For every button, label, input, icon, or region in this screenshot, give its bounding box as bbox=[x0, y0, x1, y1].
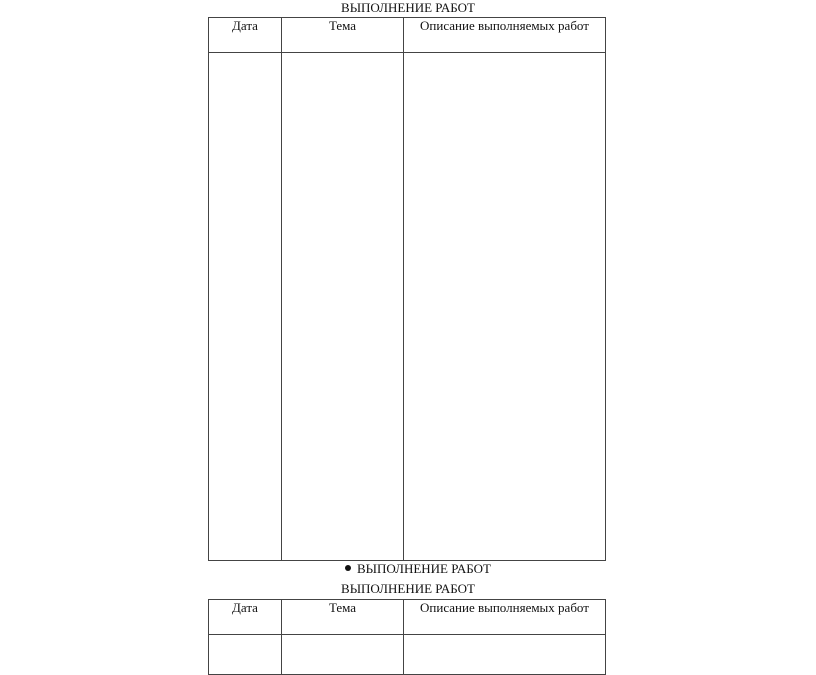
description-cell bbox=[404, 635, 606, 675]
column-header-topic: Тема bbox=[282, 600, 404, 635]
work-log-table-2 bbox=[208, 599, 606, 675]
section-2-title: ВЫПОЛНЕНИЕ РАБОТ bbox=[341, 581, 475, 596]
topic-cell bbox=[282, 635, 404, 675]
bullet-heading bbox=[343, 562, 493, 576]
column-header-date: Дата bbox=[209, 600, 282, 635]
date-cell bbox=[209, 635, 282, 675]
topic-cell bbox=[282, 53, 404, 561]
bullet-heading-text: ВЫПОЛНЕНИЕ РАБОТ bbox=[357, 561, 491, 576]
column-header-date: Дата bbox=[209, 18, 282, 53]
column-header-description: Описание выполняемых работ bbox=[404, 600, 606, 635]
description-cell bbox=[404, 53, 606, 561]
column-header-topic: Тема bbox=[282, 18, 404, 53]
bullet-icon bbox=[345, 565, 351, 571]
work-log-table-1 bbox=[208, 17, 606, 561]
section-1-title: ВЫПОЛНЕНИЕ РАБОТ bbox=[341, 0, 475, 15]
column-header-description: Описание выполняемых работ bbox=[404, 18, 606, 53]
date-cell bbox=[209, 53, 282, 561]
